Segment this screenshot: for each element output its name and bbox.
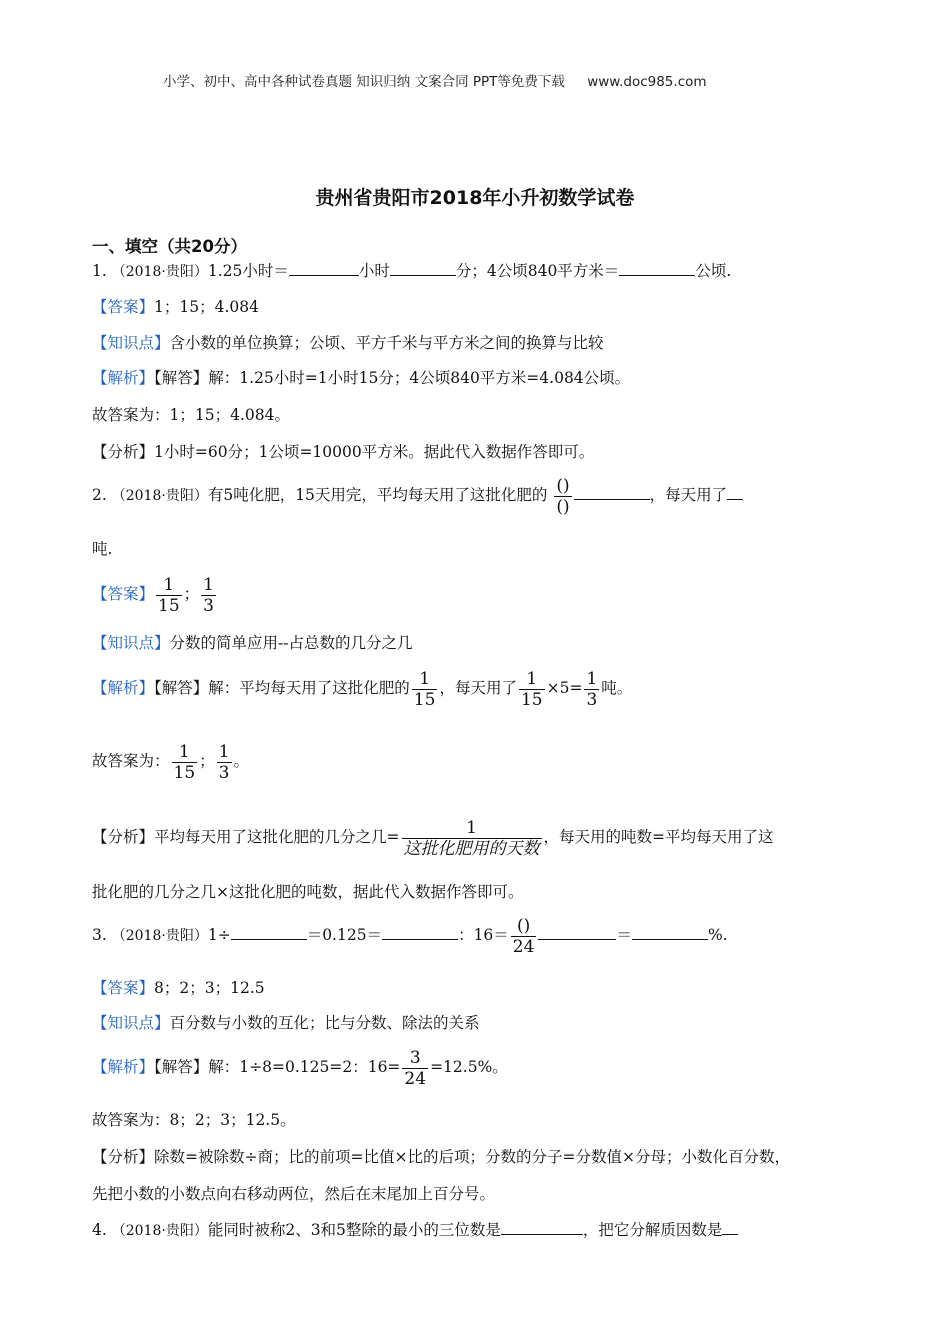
fraction-numerator: 1 [172,742,198,763]
fenxi-tag: 【分析】 [92,443,155,461]
question-number: 3. [92,926,107,944]
solution-fraction [584,669,599,710]
question-2-end: 吨. [92,540,113,558]
question-1 [92,259,731,281]
knowledge-line [92,1011,480,1033]
fraction-numerator: 1 [519,669,545,690]
answer-blank[interactable] [289,260,359,276]
answer-line [92,570,218,618]
fraction-numerator: 1 [218,741,230,762]
question-text: 有5吨化肥，15天用完，平均每天用了这批化肥的 [207,486,548,504]
solution-text: 解：1÷8=0.125=2：16= [208,1058,401,1076]
fenxi-line [92,1145,790,1167]
knowledge-line [92,331,604,353]
fraction-numerator: () [511,916,537,937]
fraction-blank[interactable] [554,476,571,517]
answer-blank[interactable] [727,484,743,500]
fraction-blank[interactable] [511,916,537,957]
question-text: 能同时被称2、3和5整除的最小的三位数是 [207,1221,501,1239]
answer-tag: 【答案】 [92,298,155,316]
question-number: 2. [92,486,107,504]
fraction-denominator: 3 [203,595,214,616]
fraction-numerator: 1 [156,575,182,596]
solution-fraction [402,1048,428,1089]
analysis-tag: 【解析】 [92,369,155,387]
question-text: 公顷. [695,262,732,280]
question-source: （2018·贵阳） [111,488,208,504]
final-label: 故答案为： [92,752,170,770]
knowledge-text: 分数的简单应用--占总数的几分之几 [169,634,413,652]
question-text: 小时 [358,262,390,280]
fenxi-line-2: 批化肥的几分之几×这批化肥的吨数，据此代入数据作答即可。 [92,883,524,901]
final-answer: 故答案为：8；2；3；12.5。 [92,1111,296,1129]
analysis-tag: 【解析】 [92,679,155,697]
separator: ； [183,585,200,603]
answer-line [92,295,259,317]
question-number: 4. [92,1221,107,1239]
question-text: 1.25小时＝ [207,262,289,280]
question-source: （2018·贵阳） [111,928,208,944]
final-answer: 故答案为：1；15；4.084。 [92,406,290,424]
header-banner [163,70,707,90]
answer-blank[interactable] [382,924,458,940]
answer-tag: 【答案】 [92,979,155,997]
answer-blank[interactable] [574,484,650,500]
analysis-line [92,366,630,388]
fraction-denominator: 这批化肥用的天数 [403,838,540,859]
final-fraction [217,742,232,783]
answer-line [92,976,265,998]
fraction-denominator: 15 [413,689,436,710]
fenxi-line [92,440,594,462]
answer-blank[interactable] [390,260,456,276]
fraction-denominator: 24 [512,936,535,957]
answer-blank[interactable] [722,1219,738,1235]
question-text: ＝ [616,926,632,944]
answer-blank[interactable] [619,260,695,276]
solution-tag: 【解答】 [154,679,209,697]
question-text: 分；4公顷840平方米＝ [455,262,620,280]
answer-fraction [201,575,216,616]
analysis-line [92,664,632,712]
question-source: （2018·贵阳） [111,264,208,280]
fenxi-tag: 【分析】 [92,828,155,846]
knowledge-tag: 【知识点】 [92,1014,170,1032]
fenxi-fraction [402,818,542,859]
answer-blank[interactable] [632,924,708,940]
fraction-denominator: 15 [520,689,543,710]
knowledge-text: 百分数与小数的互化；比与分数、除法的关系 [169,1014,480,1032]
fenxi-text: 1小时=60分；1公顷=10000平方米。据此代入数据作答即可。 [154,443,595,461]
answer-text: 1；15；4.084 [154,298,259,316]
fraction-denominator: 15 [173,762,196,783]
fraction-denominator: 15 [158,595,180,616]
knowledge-text: 含小数的单位换算；公顷、平方千米与平方米之间的换算与比较 [169,334,604,352]
final-answer [92,737,249,785]
header-text: 小学、初中、高中各种试卷真题 知识归纳 文案合同 PPT等免费下载 [163,74,565,90]
knowledge-tag: 【知识点】 [92,334,170,352]
fraction-numerator: 1 [402,818,542,839]
header-url[interactable]: www.doc985.com [587,74,707,90]
solution-text: ，每天用了 [439,679,517,697]
fenxi-text: 平均每天用了这批化肥的几分之几= [154,828,400,846]
fenxi-line-2: 先把小数的小数点向右移动两位，然后在末尾加上百分号。 [92,1185,496,1203]
final-end: 。 [233,752,250,770]
solution-text: ×5= [546,679,583,697]
solution-text: 解：1.25小时=1小时15分；4公顷840平方米=4.084公顷。 [208,369,631,387]
fraction-numerator: () [556,475,570,496]
fenxi-text: 除数=被除数÷商；比的前项=比值×比的后项；分数的分子=分数值×分母；小数化百分数， [154,1148,790,1166]
answer-blank[interactable] [538,924,616,940]
solution-tag: 【解答】 [154,1058,209,1076]
question-text: ，把它分解质因数是 [582,1221,723,1239]
analysis-line [92,1043,508,1091]
knowledge-line [92,631,413,653]
question-text: ，每天用了 [649,486,728,504]
fenxi-line [92,812,774,862]
answer-blank[interactable] [231,924,307,940]
solution-fraction [519,669,545,710]
final-fraction [172,742,198,783]
page-title: 贵州省贵阳市2018年小升初数学试卷 [315,187,635,209]
fraction-numerator: 1 [586,668,598,689]
answer-text: 8；2；3；12.5 [154,979,265,997]
question-2 [92,470,743,521]
question-4 [92,1218,738,1240]
solution-text: =12.5%。 [430,1058,508,1076]
section-heading: 一、填空（共20分） [92,237,247,256]
fraction-numerator: 3 [402,1048,428,1069]
fenxi-tag: 【分析】 [92,1148,155,1166]
solution-text: 吨。 [601,679,633,697]
solution-text: 解：平均每天用了这批化肥的 [208,679,410,697]
fraction-denominator: () [556,496,570,517]
question-text: ＝0.125＝ [306,926,383,944]
question-text: ：16＝ [458,926,509,944]
question-source: （2018·贵阳） [111,1223,208,1239]
knowledge-tag: 【知识点】 [92,634,170,652]
answer-tag: 【答案】 [92,585,155,603]
fraction-denominator: 24 [404,1068,427,1089]
separator: ； [199,752,215,770]
fraction-denominator: 3 [586,689,598,710]
question-text: 1÷ [207,926,231,944]
solution-tag: 【解答】 [154,369,209,387]
answer-blank[interactable] [501,1219,583,1235]
fraction-numerator: 1 [412,669,438,690]
answer-fraction [156,575,182,616]
fraction-numerator: 1 [203,574,214,595]
question-text: %. [707,926,728,944]
question-3 [92,912,728,959]
fenxi-text: ，每天用的吨数=平均每天用了这 [543,828,774,846]
solution-fraction [412,669,438,710]
analysis-tag: 【解析】 [92,1058,155,1076]
question-number: 1. [92,262,107,280]
fraction-denominator: 3 [218,762,230,783]
